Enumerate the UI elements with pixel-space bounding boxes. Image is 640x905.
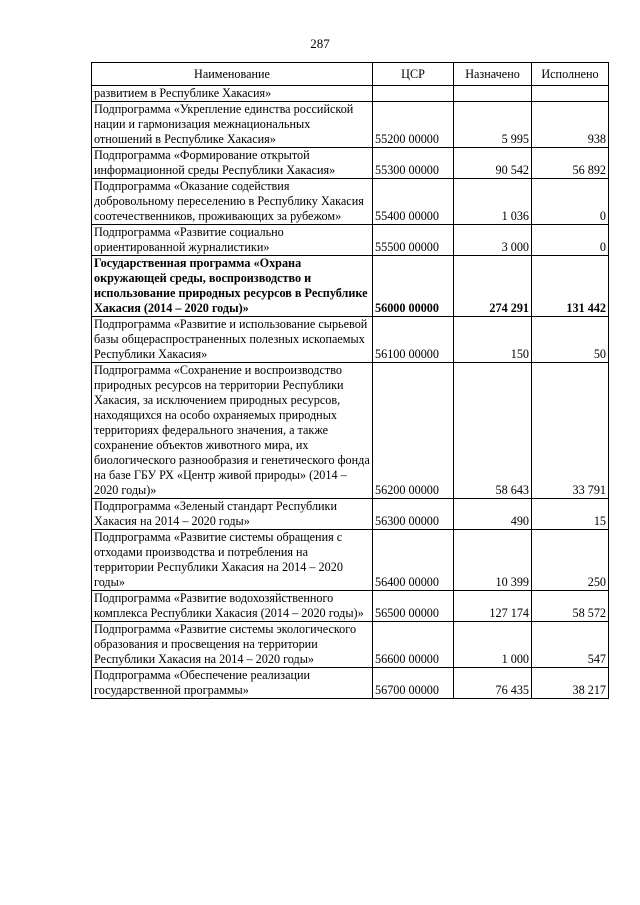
table-row [92, 225, 609, 256]
cell-planned: 274 291 [454, 256, 532, 317]
cell-csr: 56400 00000 [373, 530, 454, 591]
table-row [92, 530, 609, 591]
cell-planned: 1 000 [454, 622, 532, 668]
cell-name: Подпрограмма «Формирование открытой информационной среды Республики Хакасия» [92, 148, 373, 179]
cell-executed: 56 892 [532, 148, 609, 179]
page-number: 287 [310, 36, 330, 51]
cell-csr: 55400 00000 [373, 179, 454, 225]
cell-executed [532, 86, 609, 102]
cell-executed: 58 572 [532, 591, 609, 622]
table-row [92, 622, 609, 668]
table-row [92, 148, 609, 179]
cell-executed: 38 217 [532, 668, 609, 699]
cell-name: Подпрограмма «Укрепление единства российской нации и гармонизация межнациональных отношений в Республике Хакасия» [92, 102, 373, 148]
cell-planned: 490 [454, 499, 532, 530]
cell-planned [454, 86, 532, 102]
budget-table [91, 62, 609, 699]
cell-planned: 3 000 [454, 225, 532, 256]
table-row [92, 668, 609, 699]
cell-csr: 56600 00000 [373, 622, 454, 668]
cell-name: Подпрограмма «Сохранение и воспроизводство природных ресурсов на территории Республики Хакасия, за исключением природных ресурсов, находящихся на особо охраняемых природных территориях федерального значения, а также сохранение объектов животного мира, их биологического разнообразия и генетического фонда на базе ГБУ РХ «Центр живой природы» (2014 – 2020 годы)» [92, 363, 373, 499]
cell-csr: 55300 00000 [373, 148, 454, 179]
cell-csr: 56300 00000 [373, 499, 454, 530]
cell-csr: 55200 00000 [373, 102, 454, 148]
cell-name: Подпрограмма «Обеспечение реализации государственной программы» [92, 668, 373, 699]
cell-planned: 1 036 [454, 179, 532, 225]
table-row [92, 256, 609, 317]
cell-csr: 56700 00000 [373, 668, 454, 699]
cell-name: развитием в Республике Хакасия» [92, 86, 373, 102]
cell-csr: 56000 00000 [373, 256, 454, 317]
header-csr: ЦСР [373, 63, 454, 86]
cell-name: Подпрограмма «Оказание содействия добровольному переселению в Республику Хакасия соотечественников, проживающих за рубежом» [92, 179, 373, 225]
cell-name: Подпрограмма «Развитие системы обращения с отходами производства и потребления на территории Республики Хакасия на 2014 – 2020 годы» [92, 530, 373, 591]
header-executed: Исполнено [532, 63, 609, 86]
table-row [92, 179, 609, 225]
cell-planned: 150 [454, 317, 532, 363]
table-body [92, 86, 609, 699]
header-planned: Назначено [454, 63, 532, 86]
table-row [92, 499, 609, 530]
table-row [92, 86, 609, 102]
cell-planned: 5 995 [454, 102, 532, 148]
cell-name: Подпрограмма «Развитие социально ориентированной журналистики» [92, 225, 373, 256]
cell-csr: 56200 00000 [373, 363, 454, 499]
cell-executed: 938 [532, 102, 609, 148]
cell-csr: 56100 00000 [373, 317, 454, 363]
cell-name: Подпрограмма «Развитие водохозяйственного комплекса Республики Хакасия (2014 – 2020 годы)» [92, 591, 373, 622]
cell-executed: 33 791 [532, 363, 609, 499]
cell-planned: 58 643 [454, 363, 532, 499]
table-row [92, 317, 609, 363]
cell-executed: 250 [532, 530, 609, 591]
cell-csr [373, 86, 454, 102]
cell-planned: 127 174 [454, 591, 532, 622]
cell-executed: 131 442 [532, 256, 609, 317]
cell-executed: 0 [532, 225, 609, 256]
cell-name: Подпрограмма «Зеленый стандарт Республики Хакасия на 2014 – 2020 годы» [92, 499, 373, 530]
header-name: Наименование [92, 63, 373, 86]
table-row [92, 591, 609, 622]
cell-name: Подпрограмма «Развитие системы экологического образования и просвещения на территории Республики Хакасия на 2014 – 2020 годы» [92, 622, 373, 668]
cell-planned: 76 435 [454, 668, 532, 699]
table-row [92, 102, 609, 148]
cell-name: Государственная программа «Охрана окружающей среды, воспроизводство и использование природных ресурсов в Республике Хакасия (2014 – 2020 годы)» [92, 256, 373, 317]
table-row [92, 363, 609, 499]
cell-planned: 90 542 [454, 148, 532, 179]
cell-name: Подпрограмма «Развитие и использование сырьевой базы общераспространенных полезных ископаемых Республики Хакасия» [92, 317, 373, 363]
cell-executed: 0 [532, 179, 609, 225]
table-header-row [92, 63, 609, 86]
cell-csr: 56500 00000 [373, 591, 454, 622]
cell-executed: 50 [532, 317, 609, 363]
cell-executed: 15 [532, 499, 609, 530]
cell-csr: 55500 00000 [373, 225, 454, 256]
cell-planned: 10 399 [454, 530, 532, 591]
cell-executed: 547 [532, 622, 609, 668]
